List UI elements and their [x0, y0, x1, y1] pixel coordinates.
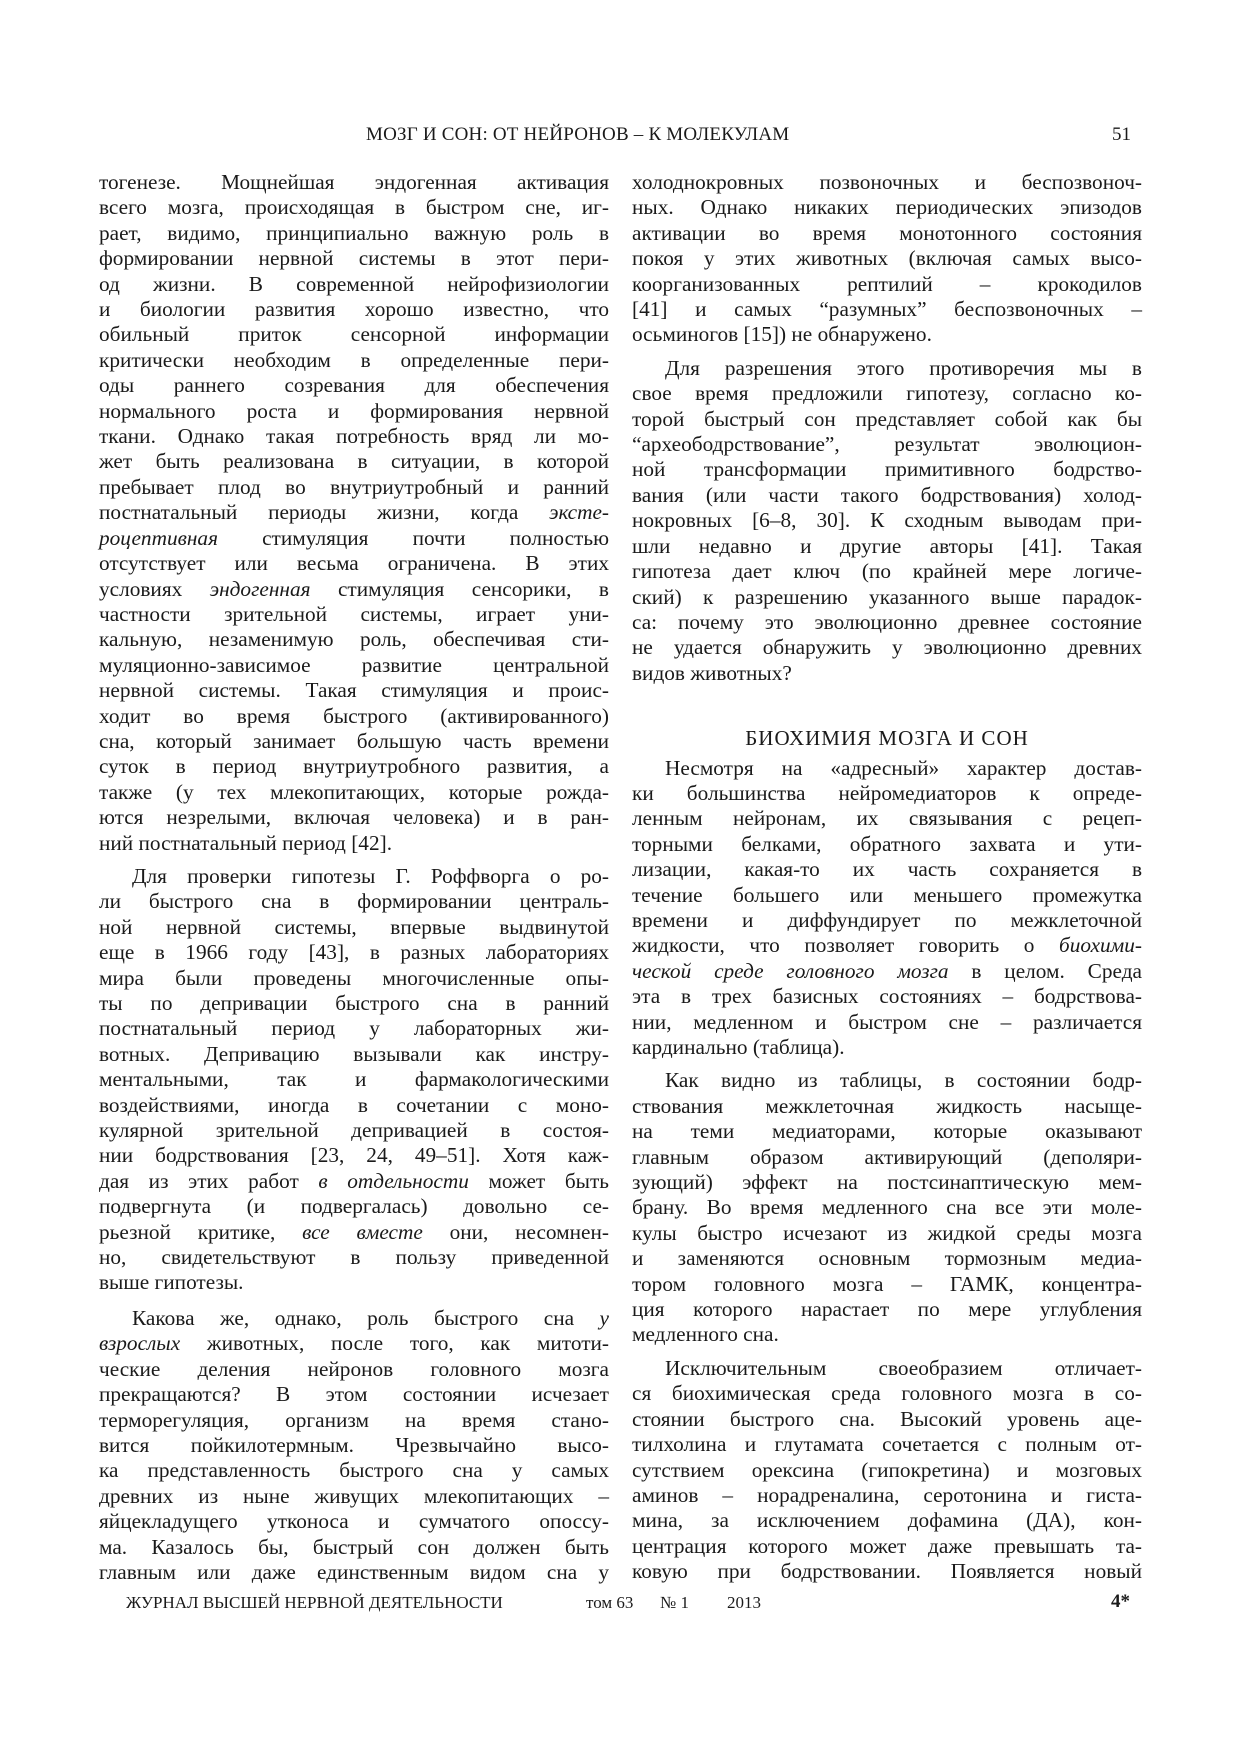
text-line	[99, 729, 609, 754]
text-line: ты по депривации быстрого сна в ранний	[99, 991, 609, 1015]
text-line: ли быстрого сна в формировании централь-	[99, 889, 609, 914]
text-line: ных. Однако никаких периодических эпизодов	[632, 195, 1142, 220]
text-line: кальную, незаменимую роль, обеспечивая сти-	[99, 627, 609, 652]
text-line: пребывает плод во внутриутробный и ранний	[99, 474, 609, 499]
italic-term: эндогенная	[209, 576, 311, 601]
text-line: гипотеза дает ключ (по крайней мере логиче-	[632, 559, 1142, 584]
text-line: еще в 1966 году [43], в разных лабораториях	[99, 940, 609, 965]
text-run: в целом. Среда	[948, 958, 1142, 983]
text-line	[99, 500, 609, 525]
text-line: ходит во время быстрого (активированного)	[99, 703, 609, 728]
text-line: сутствием орексина (гипокретина) и мозговых	[632, 1457, 1142, 1482]
text-line: выше гипотезы.	[99, 1270, 244, 1295]
paragraph	[632, 356, 1142, 686]
volume: том 63	[586, 1593, 634, 1612]
text-line: нормального роста и формирования нервной	[99, 398, 609, 423]
text-line: Как видно из таблицы, в состоянии бодр-	[665, 1068, 1142, 1093]
running-head	[0, 124, 1240, 154]
text-run: они, несомнен-	[422, 1219, 609, 1244]
text-line: подвергнута (и подвергалась) довольно се-	[99, 1194, 609, 1219]
text-line: стоянии быстрого сна. Высокий уровень аце-	[632, 1406, 1142, 1431]
paragraph	[99, 170, 609, 856]
text-line: од жизни. В современной нейрофизиологии	[99, 271, 609, 296]
section-heading: БИОХИМИЯ МОЗГА И СОН	[745, 726, 1029, 751]
text-line: нии, медленном и быстром сне – различается	[632, 1009, 1142, 1034]
text-line: ковую при бодрствовании. Появляется новый	[632, 1559, 1142, 1584]
text-line: всего мозга, происходящая в быстром сне, иг-	[99, 195, 609, 220]
text-line: са: почему это эволюционно древнее состояние	[632, 609, 1142, 634]
text-line: оды раннего созревания для обеспечения	[99, 373, 609, 398]
text-line	[99, 1220, 609, 1245]
text-line: постнатальный период у лабораторных жи-	[99, 1016, 609, 1041]
paragraph	[632, 1356, 1142, 1585]
text-run: может быть	[468, 1168, 609, 1193]
text-line	[632, 933, 1142, 958]
text-line: [41] и самых “разумных” беспозвоночных –	[632, 297, 1142, 322]
page-footer	[0, 1593, 1240, 1619]
text-line: тилхолина и глутамата сочетается с полным от-	[632, 1432, 1142, 1457]
text-line: аминов – норадреналина, серотонина и гиста-	[632, 1482, 1142, 1507]
text-line: торой быстрый сон представляет собой как бы	[632, 406, 1142, 431]
page-number: 51	[1112, 124, 1131, 145]
text-line: ки большинства нейромедиаторов к опреде-	[632, 780, 1142, 805]
left-column	[99, 170, 609, 1591]
text-line: коорганизованных рептилий – крокодилов	[632, 271, 1142, 296]
text-run: стимуляция почти полностью	[262, 525, 609, 550]
text-line: шли недавно и другие авторы [41]. Такая	[632, 533, 1142, 558]
italic-term: все вместе	[302, 1219, 423, 1244]
text-line: ной трансформации примитивного бодрство-	[632, 457, 1142, 482]
text-line: древних из ныне живущих млекопитающих –	[99, 1483, 609, 1508]
text-line: но, свидетельствуют в пользу приведенной	[99, 1245, 609, 1270]
text-line: кардинально (таблица).	[632, 1035, 845, 1059]
text-run: Какова же, однако, роль быстрого сна	[132, 1305, 600, 1330]
text-line: жет быть реализована в ситуации, в которой	[99, 449, 609, 474]
text-line: ся биохимическая среда головного мозга в со-	[632, 1381, 1142, 1406]
text-line: прекращаются? В этом состоянии исчезает	[99, 1382, 609, 1407]
text-line: “археободрствование”, результат эволюцион-	[632, 432, 1142, 457]
text-line: отсутствует или весьма ограничена. В этих	[99, 551, 609, 576]
text-line: кулы быстро исчезают из жидкой среды мозга	[632, 1220, 1142, 1245]
text-line: терморегуляция, организм на время стано-	[99, 1407, 609, 1432]
text-line: вания (или части такого бодрствования) холод-	[632, 482, 1142, 507]
paragraph	[632, 756, 1142, 1061]
text-line: Для разрешения этого противоречия мы в	[665, 355, 1142, 380]
text-run: сна, который занимает б	[99, 728, 368, 753]
text-line	[99, 1331, 609, 1356]
text-line: главным или даже единственным видом сна у	[99, 1559, 609, 1584]
text-line	[99, 1306, 609, 1331]
text-run: животных, после того, как митоти-	[180, 1331, 609, 1356]
text-line: частности зрительной системы, играет уни-	[99, 601, 609, 626]
text-line: тогенезе. Мощнейшая эндогенная активация	[99, 170, 609, 194]
paragraph	[99, 1306, 609, 1585]
text-line: времени и диффундирует по межклеточной	[632, 907, 1142, 932]
text-line: на теми медиаторами, которые оказывают	[632, 1119, 1142, 1144]
right-column	[632, 170, 1142, 1591]
text-run: постнатальный периоды жизни, когда	[99, 500, 550, 525]
text-line: ция которого нарастает по мере углубления	[632, 1297, 1142, 1322]
text-line: ткани. Однако такая потребность вряд ли мо-	[99, 424, 609, 449]
text-line: и заменяются основным тормозным медиа-	[632, 1246, 1142, 1271]
italic-term: ческой среде головного мозга	[632, 958, 949, 983]
text-run: стимуляция сенсорики, в	[310, 576, 609, 601]
text-line: холоднокровных позвоночных и беспозвоноч-	[632, 170, 1142, 194]
text-line: Для проверки гипотезы Г. Роффворга о ро-	[132, 863, 609, 888]
text-line: ка представленность быстрого сна у самых	[99, 1458, 609, 1483]
text-line: торными белками, обратного захвата и ути-	[632, 831, 1142, 856]
text-line: формировании нервной системы в этот пери-	[99, 246, 609, 271]
text-line	[99, 1169, 609, 1194]
text-line: вится пойкилотермным. Чрезвычайно высо-	[99, 1432, 609, 1457]
issue-number: № 1	[660, 1593, 689, 1612]
text-line	[99, 526, 609, 551]
printer-signature: 4*	[1111, 1591, 1130, 1612]
text-line: покоя у этих животных (включая самых высо-	[632, 246, 1142, 271]
italic-term: в отдельности	[318, 1168, 469, 1193]
text-run: жидкости, что позволяет говорить о	[632, 933, 1059, 958]
running-head-title: МОЗГ И СОН: ОТ НЕЙРОНОВ – К МОЛЕКУЛАМ	[366, 124, 790, 145]
text-line: видов животных?	[632, 660, 792, 685]
text-line: ма. Казалось бы, быстрый сон должен быть	[99, 1534, 609, 1559]
italic-term: роцептивная	[99, 525, 218, 550]
text-line: нокровных [6–8, 30]. К сходным выводам при-	[632, 508, 1142, 533]
text-line: кулярной зрительной депривацией в состоя-	[99, 1118, 609, 1143]
text-line: ствования межклеточная жидкость насыще-	[632, 1093, 1142, 1118]
text-line	[632, 959, 1142, 984]
text-line: мира были проведены многочисленные опы-	[99, 965, 609, 990]
text-line: не удается обнаружить у эволюционно древних	[632, 635, 1142, 660]
text-line: тором головного мозга – ГАМК, концентра-	[632, 1271, 1142, 1296]
text-line: суток в период внутриутробного развития, а	[99, 754, 609, 779]
italic-term: у	[599, 1305, 609, 1330]
text-line: вотных. Депривацию вызывали как инстру-	[99, 1041, 609, 1066]
text-line: критически необходим в определенные пери-	[99, 347, 609, 372]
paragraph	[632, 1068, 1142, 1347]
text-run: условиях	[99, 576, 210, 601]
text-run: рьезной критике,	[99, 1219, 303, 1244]
text-line: осьминогов [15]) не обнаружено.	[632, 322, 932, 347]
text-line: также (у тех млекопитающих, которые рожда-	[99, 779, 609, 804]
paragraph	[632, 170, 1142, 348]
text-line: нервной системы. Такая стимуляция и проис-	[99, 678, 609, 703]
text-line: медленного сна.	[632, 1322, 779, 1347]
text-line: свое время предложили гипотезу, согласно ко-	[632, 381, 1142, 406]
italic-term: биохими-	[1058, 933, 1142, 958]
text-line: эта в трех базисных состояниях – бодрствова-	[632, 984, 1142, 1009]
stressed-vowel: о	[367, 728, 379, 753]
text-line: воздействиями, иногда в сочетании с моно-	[99, 1092, 609, 1117]
text-line: центрация которого может даже превышать та-	[632, 1533, 1142, 1558]
text-line: ленным нейронам, их связывания с рецеп-	[632, 806, 1142, 831]
italic-term: экстe-	[549, 500, 609, 525]
text-run: льшую часть времени	[378, 728, 609, 753]
year: 2013	[727, 1593, 761, 1612]
text-line: течение большего или меньшего промежутка	[632, 882, 1142, 907]
text-line: муляционно-зависимое развитие центральной	[99, 652, 609, 677]
text-line: активации во время монотонного состояния	[632, 220, 1142, 245]
text-line: ний постнатальный период [42].	[99, 830, 393, 855]
text-line: яйцекладущего утконоса и сумчатого опоссу-	[99, 1509, 609, 1534]
text-line: рает, видимо, принципиально важную роль в	[99, 220, 609, 245]
italic-term: взрослых	[99, 1331, 181, 1356]
text-line: главным образом активирующий (деполяри-	[632, 1144, 1142, 1169]
text-line: ются незрелыми, включая человека) и в ран-	[99, 805, 609, 830]
text-line: и биологии развития хорошо известно, что	[99, 297, 609, 322]
text-line: ческие деления нейронов головного мозга	[99, 1356, 609, 1381]
paragraph	[99, 864, 609, 1296]
text-line: ментальными, так и фармакологическими	[99, 1067, 609, 1092]
text-line: Исключительным своеобразием отличает-	[665, 1355, 1142, 1380]
text-line: обильный приток сенсорной информации	[99, 322, 609, 347]
text-line: мина, за исключением дофамина (ДА), кон-	[632, 1508, 1142, 1533]
text-line: лизации, какая-то их часть сохраняется в	[632, 857, 1142, 882]
text-line: ной нервной системы, впервые выдвинутой	[99, 914, 609, 939]
text-line: ский) к разрешению указанного выше парадок-	[632, 584, 1142, 609]
text-run: дая из этих работ	[99, 1168, 319, 1193]
text-line: брану. Во время медленного сна все эти моле-	[632, 1195, 1142, 1220]
text-line: Несмотря на «адресный» характер достав-	[665, 755, 1142, 780]
text-line: нии бодрствования [23, 24, 49–51]. Хотя каж-	[99, 1143, 609, 1168]
journal-name: ЖУРНАЛ ВЫСШЕЙ НЕРВНОЙ ДЕЯТЕЛЬНОСТИ	[126, 1593, 503, 1612]
text-line: зующий) эффект на постсинаптическую мем-	[632, 1170, 1142, 1195]
text-line	[99, 577, 609, 602]
